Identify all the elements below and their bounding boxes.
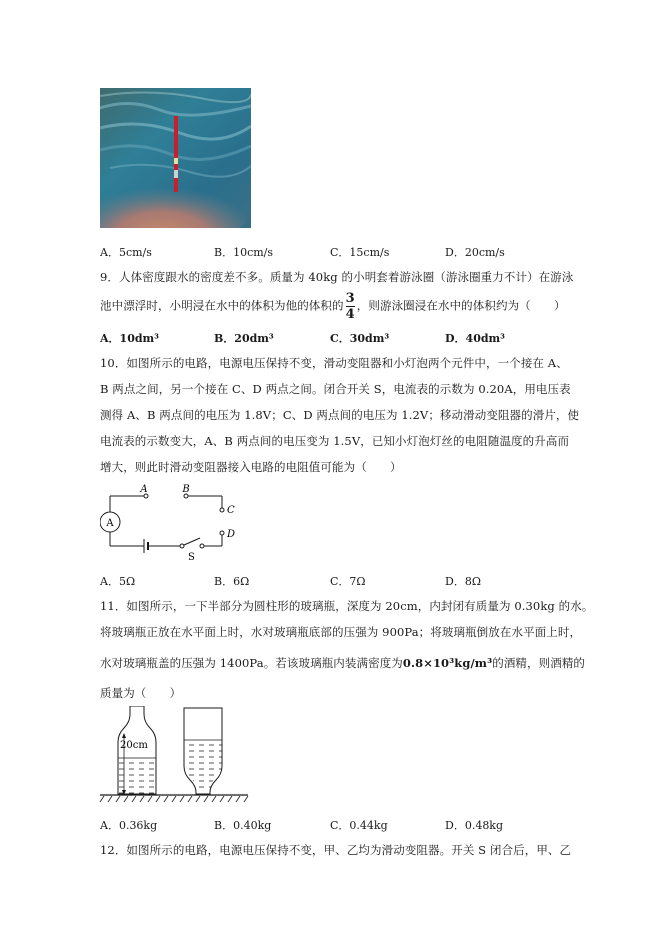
q10-option-b: B．6Ω: [214, 575, 250, 588]
q9-option-a: A．10dm³: [100, 332, 159, 345]
q10-label-c: C: [227, 505, 235, 516]
q10-label-a: A: [140, 484, 148, 495]
q10-line-1: 10．如图所示的电路，电源电压保持不变，滑动变阻器和小灯泡两个元件中，一个接在 A、: [100, 356, 568, 370]
q9-line-1: 9．人体密度跟水的密度差不多。质量为 40kg 的小明套着游泳圈（游泳圈重力不计）在游泳: [100, 270, 574, 284]
q10-label-b: B: [182, 484, 190, 495]
q11-line-4: 质量为（ ）: [100, 686, 182, 700]
q11-depth-label: 20cm: [120, 740, 148, 751]
q10-circuit-diagram: [100, 484, 240, 564]
q11-line-1: 11．如图所示，一下半部分为圆柱形的玻璃瓶，深度为 20cm，内封闭有质量为 0.30kg 的水。: [100, 599, 594, 613]
q8-option-a: A．5cm/s: [100, 246, 152, 259]
q8-option-d: D．20cm/s: [445, 246, 505, 259]
q8-option-b: B．10cm/s: [214, 246, 274, 259]
q10-label-d: D: [227, 529, 236, 540]
q11-line-3: [100, 655, 585, 671]
q9-line-2-pre: 池中漂浮时，小明浸在水中的体积为他的体积的: [100, 298, 344, 313]
q11-line-3-pre: 水对玻璃瓶盖的压强为 1400Pa。若该玻璃瓶内装满密度为: [100, 656, 403, 670]
q12-line-1: 12．如图所示的电路，电源电压保持不变，甲、乙均为滑动变阻器。开关 S 闭合后，甲、乙: [100, 843, 572, 857]
q10-line-3: 测得 A、B 两点间的电压为 1.8V；C、D 两点间的电压为 1.2V；移动滑动变阻器的滑片，使: [100, 408, 580, 422]
q9-line-2-post: ，则游泳圈浸在水中的体积约为（ ）: [356, 298, 566, 313]
q11-option-d: D．0.48kg: [445, 819, 504, 832]
q11-option-b: B．0.40kg: [214, 819, 272, 832]
q9-option-b: B．20dm³: [214, 332, 274, 345]
float-photo: [100, 88, 251, 228]
q10-option-c: C．7Ω: [330, 575, 366, 588]
q10-option-a: A．5Ω: [100, 575, 136, 588]
q9-option-c: C．30dm³: [330, 332, 390, 345]
switch-label: S: [188, 552, 195, 563]
q10-option-d: D．8Ω: [445, 575, 481, 588]
q9-fraction-numerator: 3: [345, 291, 355, 306]
q11-option-a: A．0.36kg: [100, 819, 158, 832]
float-photo-image: [100, 88, 251, 228]
q11-bottle-diagram: [98, 706, 250, 806]
q11-option-c: C．0.44kg: [330, 819, 388, 832]
q11-line-2: 将玻璃瓶正放在水平面上时，水对玻璃瓶底部的压强为 900Pa；将玻璃瓶倒放在水平面上时，: [100, 625, 582, 639]
q10-line-4: 电流表的示数变大，A、B 两点间的电压变为 1.5V，已知小灯泡灯丝的电阻随温度的升高而: [100, 434, 570, 448]
q9-fraction-denominator: 4: [345, 307, 355, 322]
q9-line-2: [100, 292, 566, 321]
q11-line-3-post: 的酒精，则酒精的: [492, 656, 586, 670]
q10-line-2: B 两点之间，另一个接在 C、D 两点之间。闭合开关 S，电流表的示数为 0.20A，用电压表: [100, 382, 571, 396]
q11-density-value: 0.8×10³kg/m³: [402, 656, 493, 670]
q9-option-d: D．40dm³: [445, 332, 505, 345]
q10-line-5: 增大，则此时滑动变阻器接入电路的电阻值可能为（ ）: [100, 460, 402, 474]
ammeter-label: A: [106, 518, 114, 529]
q8-option-c: C．15cm/s: [330, 246, 390, 259]
q9-fraction: [346, 292, 355, 321]
